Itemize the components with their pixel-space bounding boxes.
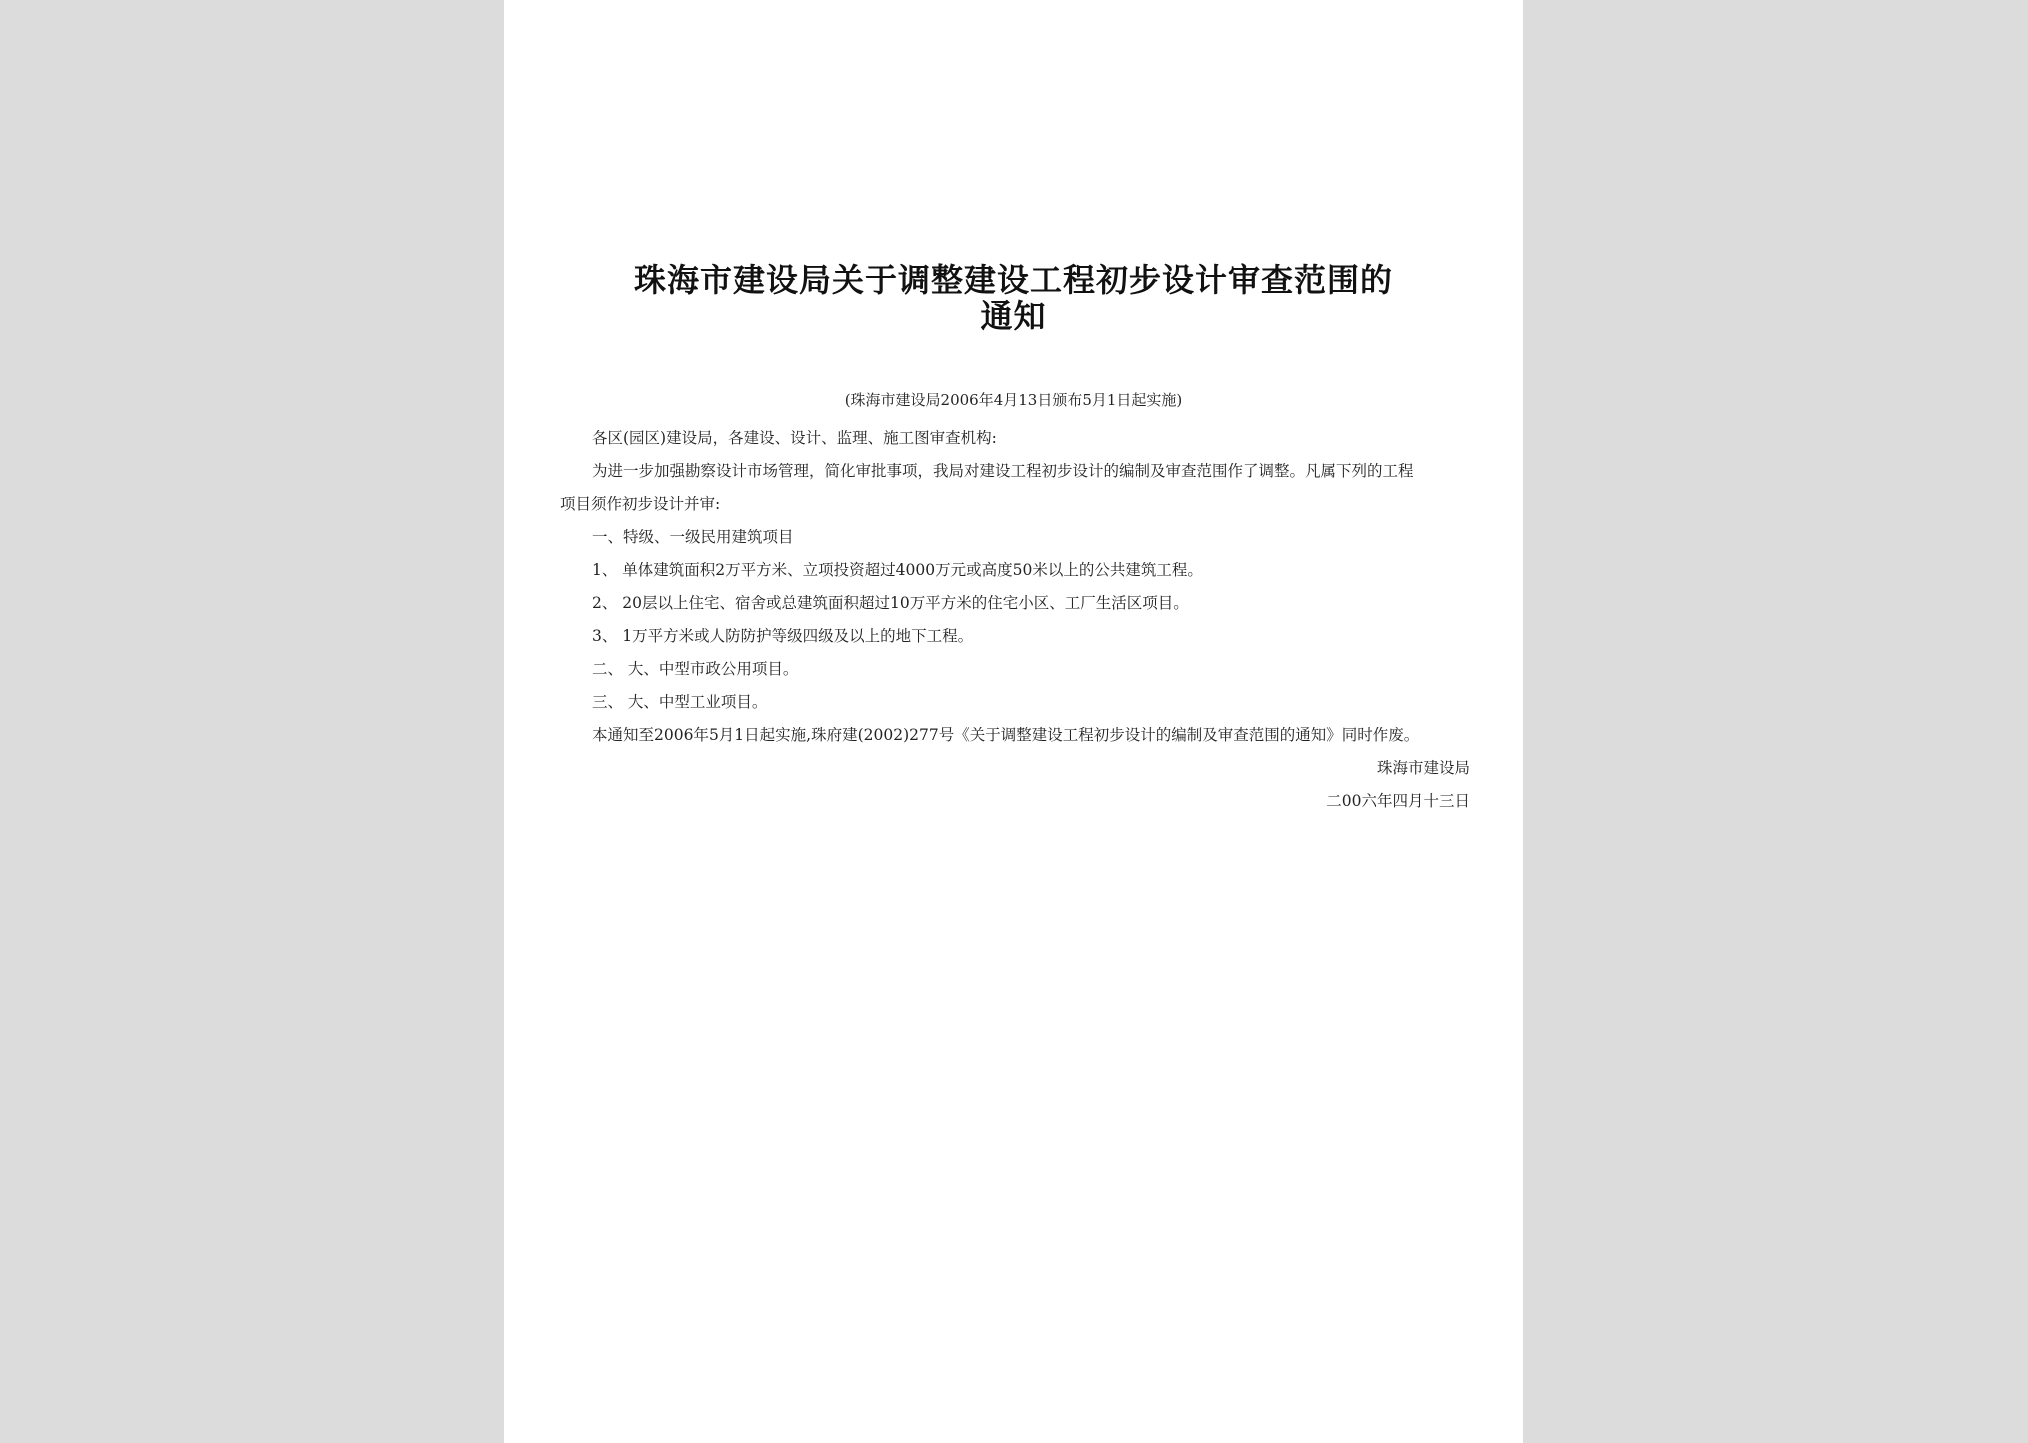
list-item: 一、特级、一级民用建筑项目 (592, 528, 794, 546)
issuer-signature: 珠海市建设局 (1376, 759, 1470, 777)
list-item: 三、 大、中型工业项目。 (592, 693, 768, 711)
intro-paragraph-line-2: 项目须作初步设计并审: (560, 495, 721, 513)
document-body (560, 422, 1470, 818)
title-line-1: 珠海市建设局关于调整建设工程初步设计审查范围的 (633, 261, 1393, 299)
document-subtitle: (珠海市建设局2006年4月13日颁布5月1日起实施) (844, 391, 1183, 409)
list-item: 3、 1万平方米或人防防护等级四级及以上的地下工程。 (592, 627, 974, 645)
closing-paragraph: 本通知至2006年5月1日起实施,珠府建(2002)277号《关于调整建设工程初步设计的编制及审查范围的通知》同时作废。 (592, 726, 1420, 744)
title-line-2: 通知 (980, 297, 1047, 335)
list-item: 1、 单体建筑面积2万平方米、立项投资超过4000万元或高度50米以上的公共建筑工程。 (592, 561, 1203, 579)
salutation: 各区(园区)建设局，各建设、设计、监理、施工图审查机构: (592, 429, 997, 447)
issue-date: 二00六年四月十三日 (1326, 792, 1470, 810)
list-item: 2、 20层以上住宅、宿舍或总建筑面积超过10万平方米的住宅小区、工厂生活区项目。 (592, 594, 1189, 612)
document-title (564, 262, 1463, 334)
intro-paragraph-line-1: 为进一步加强勘察设计市场管理，简化审批事项，我局对建设工程初步设计的编制及审查范围作了调整。凡属下列的工程 (592, 462, 1414, 480)
list-item: 二、 大、中型市政公用项目。 (592, 660, 799, 678)
document-page (504, 0, 1523, 1443)
